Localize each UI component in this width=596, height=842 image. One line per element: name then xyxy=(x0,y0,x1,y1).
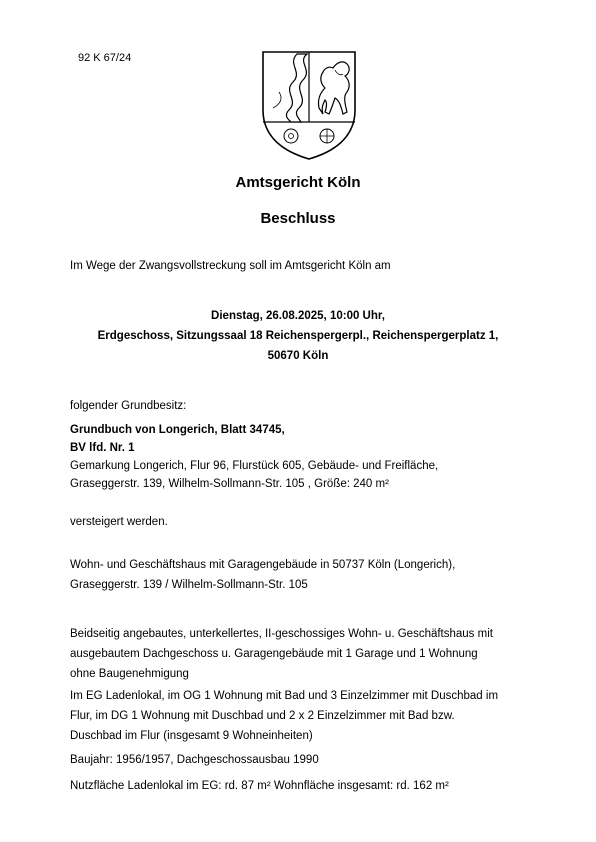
description-para2-line2: Flur, im DG 1 Wohnung mit Duschbad und 2 x 2 Einzelzimmer mit Bad bzw. xyxy=(70,710,455,722)
land-register-line: Grundbuch von Longerich, Blatt 34745, xyxy=(70,424,285,436)
document-type-title: Beschluss xyxy=(260,210,336,227)
auction-phrase: versteigert werden. xyxy=(70,516,168,528)
description-para1-line2: ausgebautem Dachgeschoss u. Garagengebäude mit 1 Garage und 1 Wohnung xyxy=(70,648,478,660)
summary-line-1: Wohn- und Geschäftshaus mit Garagengebäude in 50737 Köln (Longerich), xyxy=(70,559,456,571)
description-para1-line1: Beidseitig angebautes, unterkellertes, II-geschossiges Wohn- u. Geschäftshaus mit xyxy=(70,628,493,640)
appointment-date: Dienstag, 26.08.2025, 10:00 Uhr, xyxy=(211,310,385,322)
appointment-city: 50670 Köln xyxy=(267,350,329,362)
parcel-line-2: Graseggerstr. 139, Wilhelm-Sollmann-Str. 105 , Größe: 240 m² xyxy=(70,478,389,490)
summary-line-2: Graseggerstr. 139 / Wilhelm-Sollmann-Str. 105 xyxy=(70,579,308,591)
parcel-line-1: Gemarkung Longerich, Flur 96, Flurstück 605, Gebäude- und Freifläche, xyxy=(70,460,439,472)
nrw-coat-of-arms-icon xyxy=(259,48,359,162)
area-info: Nutzfläche Ladenlokal im EG: rd. 87 m² Wohnfläche insgesamt: rd. 162 m² xyxy=(70,780,449,792)
bv-number: BV lfd. Nr. 1 xyxy=(70,442,135,454)
intro-text: Im Wege der Zwangsvollstreckung soll im Amtsgericht Köln am xyxy=(70,260,391,272)
file-number: 92 K 67/24 xyxy=(78,52,132,64)
description-para1-line3: ohne Baugenehmigung xyxy=(70,668,189,680)
appointment-location: Erdgeschoss, Sitzungssaal 18 Reichenspergerpl., Reichenspergerplatz 1, xyxy=(97,330,499,342)
description-para2-line3: Duschbad im Flur (insgesamt 9 Wohneinheiten) xyxy=(70,730,313,742)
build-year: Baujahr: 1956/1957, Dachgeschossausbau 1990 xyxy=(70,754,319,766)
description-para2-line1: Im EG Ladenlokal, im OG 1 Wohnung mit Bad und 3 Einzelzimmer mit Duschbad im xyxy=(70,690,499,702)
property-heading: folgender Grundbesitz: xyxy=(70,400,187,412)
court-name: Amtsgericht Köln xyxy=(235,174,361,191)
